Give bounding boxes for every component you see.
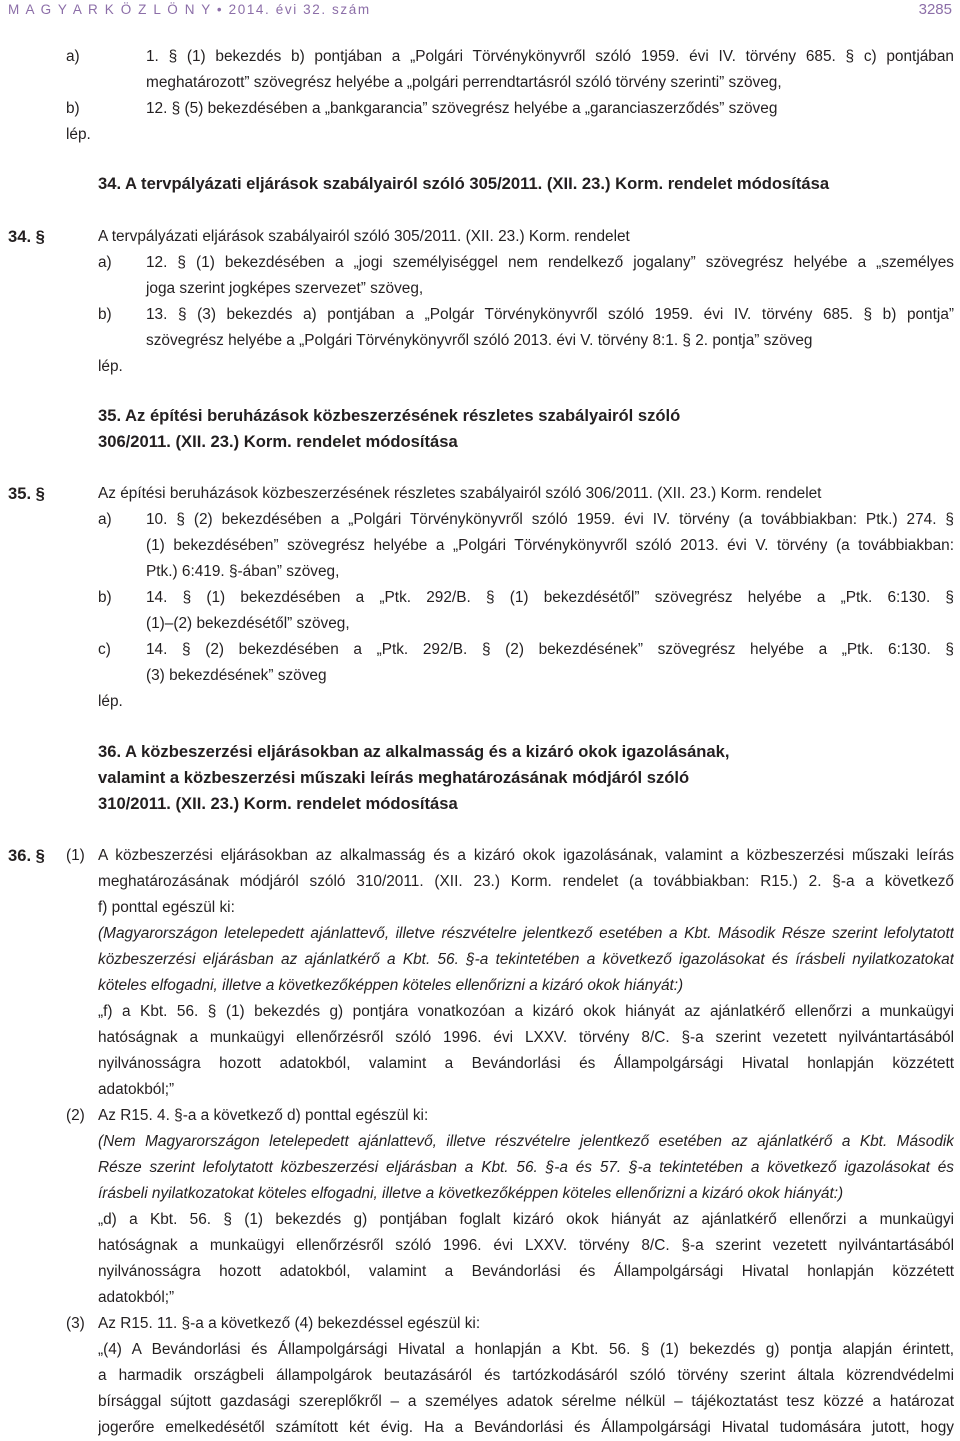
text-line: lép. xyxy=(98,358,123,375)
text-line: A közbeszerzési eljárásokban az alkalmasság és a kizáró okok igazolásának, valamint a közbeszerzési műszaki leírás xyxy=(98,847,954,864)
section-heading: 35. Az építési beruházások közbeszerzésének részletes szabályairól szóló xyxy=(98,406,681,425)
text-line: A tervpályázati eljárások szabályairól szóló 305/2011. (XII. 23.) Korm. rendelet xyxy=(98,228,630,245)
text-line: c) xyxy=(98,641,111,658)
section-heading: 36. A közbeszerzési eljárásokban az alkalmasság és a kizáró okok igazolásának, xyxy=(98,742,730,761)
text-line: (1)–(2) bekezdésétől” szöveg, xyxy=(146,615,350,632)
text-line: a) xyxy=(66,48,80,65)
text-line: 12. § (1) bekezdésében a „jogi személyiséggel nem rendelkező jogalany” szövegrész helyébe a „személyes xyxy=(146,254,954,271)
journal-title: M A G Y A R K Ö Z L Ö N Y • 2014. évi 32. szám xyxy=(8,2,371,17)
text-line: Ptk.) 6:419. §-ában” szöveg, xyxy=(146,563,340,580)
text-line: b) xyxy=(98,306,112,323)
section-heading: 310/2011. (XII. 23.) Korm. rendelet módosítása xyxy=(98,794,458,813)
text-line: „d) a Kbt. 56. § (1) bekezdés g) pontjában foglalt kizáró okok hiányát az ajánlatkérő ellenőrzi a munkaügyi xyxy=(98,1211,954,1228)
text-line: b) xyxy=(66,100,80,117)
section-heading: 34. A tervpályázati eljárások szabályairól szóló 305/2011. (XII. 23.) Korm. rendelet módosítása xyxy=(98,174,830,193)
section-heading: valamint a közbeszerzési műszaki leírás meghatározásának módjáról szóló xyxy=(98,768,690,787)
text-line: lép. xyxy=(98,693,123,710)
text-line: szövegrész helyébe a „Polgári Törvénykönyvről szóló 2013. évi V. törvény 8:1. § 2. pontja” szöveg xyxy=(146,332,813,349)
text-line: jogerőre emelkedésétől számított két évig. Ha a Bevándorlási és Állampolgársági Hivatal tudomására jutott, hogy xyxy=(98,1419,954,1436)
text-line: a) xyxy=(98,254,112,271)
text-line: a harmadik országbeli állampolgárok beutazásáról és tartózkodásáról szóló törvény szerint általa közrendvédelmi xyxy=(98,1367,954,1384)
text-line: Az építési beruházások közbeszerzésének részletes szabályairól szóló 306/2011. (XII. 23.) Korm. rendelet xyxy=(98,485,822,502)
text-line: „(4) A Bevándorlási és Állampolgársági Hivatal a honlapján a Kbt. 56. § (1) bekezdés g) pontja alapján érintett, xyxy=(98,1341,954,1358)
text-line: (Magyarországon letelepedett ajánlattevő, illetve részvételre jelentkező esetében a Kbt. Második Része szerint lefolytatott xyxy=(98,925,954,942)
section-heading: 306/2011. (XII. 23.) Korm. rendelet módosítása xyxy=(98,432,458,451)
text-line: (1) xyxy=(66,847,85,864)
text-line: adatokból;” xyxy=(98,1289,175,1306)
text-line: köteles elfogadni, illetve a következőképpen köteles ellenőrizni a kizáró okok hiányát:) xyxy=(98,977,684,994)
text-line: (3) xyxy=(66,1315,85,1332)
text-line: írásbeli nyilatkozatokat köteles elfogadni, illetve a következőképpen köteles ellenőrizni a kizáró okok hiányát:) xyxy=(98,1185,844,1202)
text-line: Az R15. 4. §-a a következő d) ponttal egészül ki: xyxy=(98,1107,429,1124)
text-line: 12. § (5) bekezdésében a „bankgarancia” szövegrész helyébe a „garanciaszerződés” szöveg xyxy=(146,100,778,117)
text-line: b) xyxy=(98,589,112,606)
text-line: 14. § (1) bekezdésében a „Ptk. 292/B. § (1) bekezdésétől” szövegrész helyébe a „Ptk. 6:130. § xyxy=(146,589,954,606)
text-line: Az R15. 11. §-a a következő (4) bekezdéssel egészül ki: xyxy=(98,1315,481,1332)
text-line: a) xyxy=(98,511,112,528)
text-line: (Nem Magyarországon letelepedett ajánlattevő, illetve részvételre jelentkező esetében az ajánlatkérő a Kbt. Második xyxy=(98,1133,954,1150)
text-line: adatokból;” xyxy=(98,1081,175,1098)
section-number: 35. § xyxy=(8,484,45,503)
text-line: hatóságnak a munkaügyi ellenőrzésről szóló 1996. évi LXXV. törvény 8/C. §-a szerint vezetett nyilvántartásából xyxy=(98,1237,954,1254)
text-line: nyilvánosságra hozott adatokból, valamint a Bevándorlási és Állampolgársági Hivatal honlapján közzétett xyxy=(98,1055,954,1072)
text-line: 14. § (2) bekezdésében a „Ptk. 292/B. § (2) bekezdésének” szövegrész helyébe a „Ptk. 6:130. § xyxy=(146,641,954,658)
text-line: joga szerint jogképes szervezet” szöveg, xyxy=(146,280,424,297)
section-number: 34. § xyxy=(8,227,45,246)
text-line: (1) bekezdésében” szövegrész helyébe a „Polgári Törvénykönyvről szóló 2013. évi V. törvény (a továbbiakban: xyxy=(146,537,954,554)
text-line: 1. § (1) bekezdés b) pontjában a „Polgári Törvénykönyvről szóló 1959. évi IV. törvény 685. § c) pontjában xyxy=(146,48,954,65)
text-line: „f) a Kbt. 56. § (1) bekezdés g) pontjára vonatkozóan a kizáró okok hiányát az ajánlatkérő ellenőrzi a munkaügyi xyxy=(98,1003,954,1020)
section-number: 36. § xyxy=(8,846,45,865)
text-line: nyilvánosságra hozott adatokból, valamint a Bevándorlási és Állampolgársági Hivatal honlapján közzétett xyxy=(98,1263,954,1280)
text-line: hatóságnak a munkaügyi ellenőrzésről szóló 1996. évi LXXV. törvény 8/C. §-a szerint vezetett nyilvántartásából xyxy=(98,1029,954,1046)
text-line: f) ponttal egészül ki: xyxy=(98,899,235,916)
text-line: Része szerint lefolytatott közbeszerzési eljárásban a Kbt. 56. §-a és 57. §-a tekintetében a következő igazolásokat és xyxy=(98,1159,954,1176)
text-line: közbeszerzési eljárásban az ajánlatkérő a Kbt. 56. §-a tekintetében a következő igazolásokat és írásbeli nyilatkozatokat xyxy=(98,951,954,968)
page-number: 3285 xyxy=(918,1,952,18)
text-line: 13. § (3) bekezdés a) pontjában a „Polgár Törvénykönyvről szóló 1959. évi IV. törvény 685. § b) pontja” xyxy=(146,306,954,323)
text-line: meghatározott” szövegrész helyébe a „polgári perrendtartásról szóló törvény szerinti” szöveg, xyxy=(146,74,782,91)
text-line: (2) xyxy=(66,1107,85,1124)
text-line: (3) bekezdésének” szöveg xyxy=(146,667,327,684)
text-line: lép. xyxy=(66,126,91,143)
text-line: bírsággal sújtott gazdasági szereplőkről – a személyes adatok sérelme nélkül – tájékoztatást tesz közzé a határozat xyxy=(98,1393,954,1410)
text-line: meghatározásának módjáról szóló 310/2011. (XII. 23.) Korm. rendelet (a továbbiakban: R15.) 2. §-a a következő xyxy=(98,873,954,890)
page-header xyxy=(0,0,960,22)
text-line: 10. § (2) bekezdésében a „Polgári Törvénykönyvről szóló 1959. évi IV. törvény (a továbbiakban: Ptk.) 274. § xyxy=(146,511,954,528)
